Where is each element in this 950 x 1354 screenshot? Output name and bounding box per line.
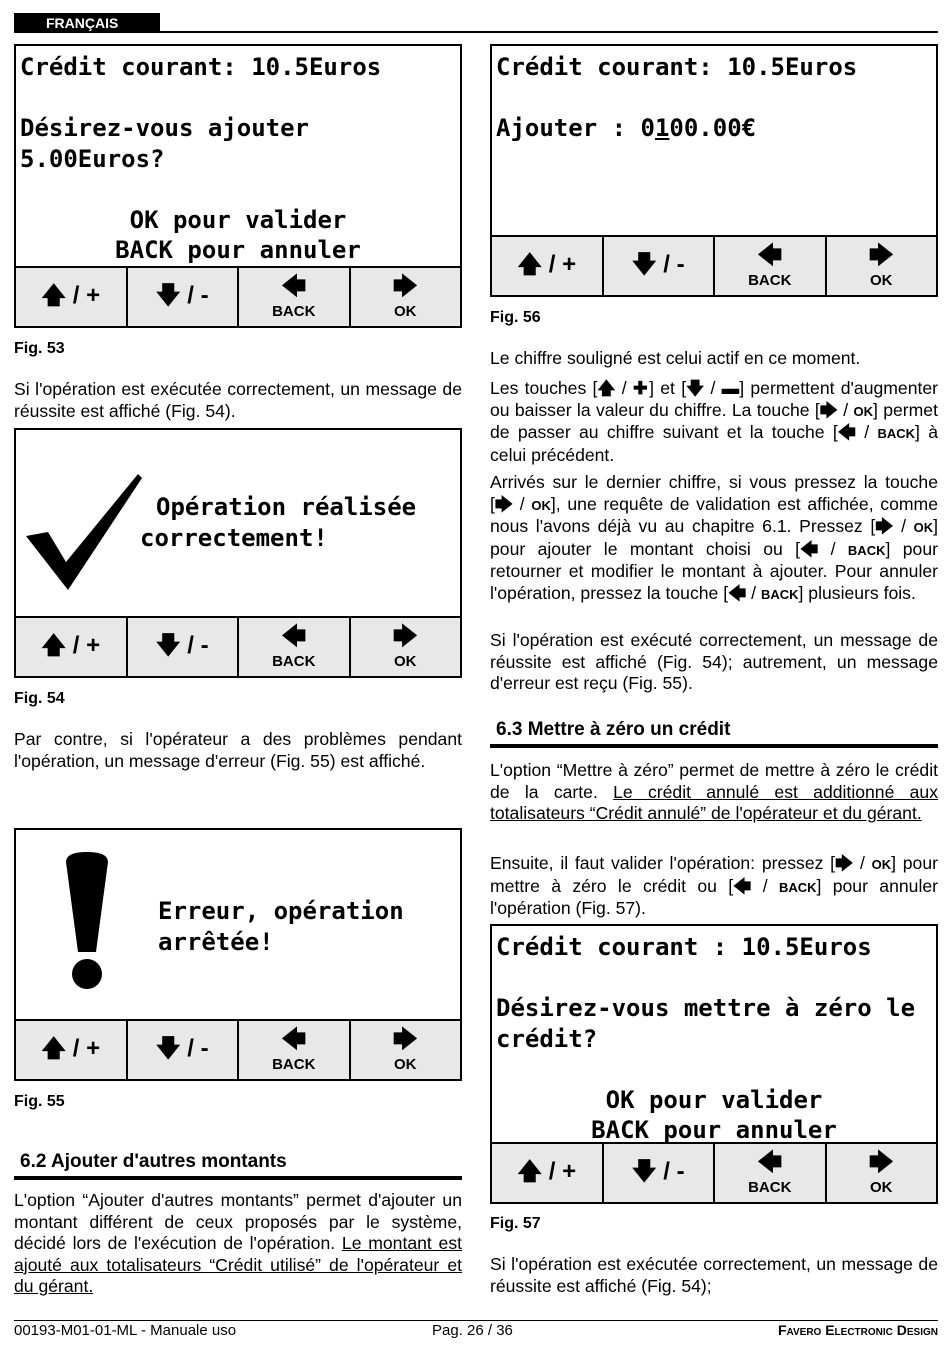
back-key[interactable] [715, 1144, 827, 1202]
text: / [710, 378, 716, 398]
ok-key[interactable] [351, 618, 461, 676]
arrow-left-icon: 🡄 [281, 273, 307, 300]
fig55-line1: Erreur, opération [158, 897, 404, 925]
text: ] et [ [649, 378, 687, 398]
ok-key-label: OK [394, 653, 417, 670]
paragraph: Si l'opération est exécutée correctement, un message de réussite est affiché (Fig. 54); [490, 1254, 938, 1296]
back-key[interactable] [715, 237, 827, 295]
text: ] permet de passer au chiffre suivant et la touche [ [490, 399, 938, 442]
lcd-line: OK pour valider [129, 205, 347, 234]
lcd-line: BACK pour annuler [591, 1116, 837, 1144]
amount-prefix: Ajouter : 0 [496, 114, 655, 142]
paragraph: Si l'opération est exécutée correctement, un message de réussite est affiché (Fig. 54). [14, 379, 462, 421]
fig57-caption: Fig. 57 [490, 1215, 541, 1232]
arrow-left-icon: 🡄 [728, 582, 747, 603]
paragraph: Si l'opération est exécuté correctement, un message de réussite est affiché (Fig. 54); autrement, un message d'erreur est reçu (Fig. 55). [490, 630, 938, 693]
arrow-down-icon: 🡇 [155, 632, 181, 659]
up-key[interactable] [16, 618, 128, 676]
up-key-label: / + [548, 1158, 577, 1185]
fig56-lcd [492, 46, 936, 144]
arrow-right-icon: 🡆 [494, 493, 514, 514]
ok-key-ref: OK [853, 403, 874, 419]
lcd-line: crédit? [496, 1024, 598, 1053]
fig57-screen [490, 924, 938, 1204]
fig54-caption: Fig. 54 [14, 690, 65, 707]
fig55-screen [14, 828, 462, 1081]
text: ] à celui précédent. [490, 422, 939, 465]
ok-key[interactable] [351, 268, 461, 326]
text: L'option “Mettre à zéro” permet de mettre à zéro le crédit de la carte. [490, 760, 938, 802]
footer-brand: Favero Electronic Design [777, 1322, 938, 1338]
back-key[interactable] [239, 618, 351, 676]
back-key[interactable] [239, 268, 351, 326]
lcd-line: Désirez-vous ajouter [20, 114, 309, 142]
section62-text: L'option “Ajouter d'autres montants” permet d'ajouter un montant différent de ceux proposés par le système, décidé lors de l'exécution de l'opération. [14, 1190, 462, 1253]
lcd-line: Crédit courant: 10.5Euros [20, 53, 382, 81]
up-key[interactable] [16, 268, 128, 326]
fig53-screen [14, 44, 462, 328]
arrow-left-icon: 🡄 [281, 1026, 307, 1053]
arrow-down-icon: 🡇 [155, 282, 181, 309]
back-key-label: BACK [748, 272, 792, 289]
fig54-line2: correctement! [140, 524, 328, 552]
back-key-ref: BACK [760, 586, 799, 602]
arrow-right-icon: 🡆 [875, 516, 894, 536]
keypad [16, 616, 460, 676]
arrow-up-icon: 🡅 [517, 251, 543, 278]
arrow-right-icon: 🡆 [868, 242, 894, 269]
arrow-left-icon: 🡄 [837, 422, 856, 442]
ok-key-label: OK [870, 1179, 893, 1196]
lcd-line: Crédit courant: 10.5Euros [496, 53, 858, 81]
back-key-ref: BACK [877, 426, 916, 441]
text: ] pour ajouter le montant choisi ou [ [490, 516, 938, 559]
fig55-caption: Fig. 55 [14, 1093, 65, 1110]
ok-key-ref: OK [913, 520, 934, 535]
exclamation-icon [64, 852, 110, 992]
footer-doc-id: 00193-M01-01-ML - Manuale uso [14, 1322, 237, 1339]
footer-page-number: Pag. 26 / 36 [432, 1322, 513, 1339]
text: ] permettent d'augmenter ou baisser la valeur du chiffre. La touche [ [490, 378, 939, 420]
fig53-caption: Fig. 53 [14, 340, 65, 357]
paragraph: Par contre, si l'opérateur a des problèmes pendant l'opération, un message d'erreur (Fig. 55) est affiché. [14, 729, 462, 771]
down-key-label: / - [187, 1035, 209, 1062]
lcd-line: BACK pour annuler [115, 236, 361, 264]
paragraph [490, 760, 938, 825]
paragraph: Ensuite, il faut valider l'opération: pressez [🡆 / OK] pour mettre à zéro le crédit ou [🡄 / BACK] pour annuler l'opération (Fig. 57). [490, 853, 938, 918]
down-key[interactable] [128, 1021, 240, 1079]
up-key[interactable] [492, 237, 604, 295]
arrow-right-icon: 🡆 [392, 273, 418, 300]
up-key-label: / + [72, 282, 101, 309]
down-key[interactable] [604, 237, 716, 295]
section-6-3-heading: 6.3 Mettre à zéro un crédit [490, 718, 938, 748]
ok-key-label: OK [394, 1056, 417, 1073]
ok-key[interactable] [827, 1144, 937, 1202]
arrow-down-icon: 🡇 [686, 378, 705, 398]
fig56-caption: Fig. 56 [490, 309, 541, 326]
down-key-label: / - [663, 1158, 685, 1185]
fig53-lcd [16, 46, 460, 266]
ok-key[interactable] [827, 237, 937, 295]
down-key-label: / - [187, 632, 209, 659]
arrow-up-icon: 🡅 [41, 282, 67, 309]
lcd-line: Crédit courant : 10.5Euros [496, 933, 872, 961]
back-key-ref: BACK [847, 542, 886, 558]
arrow-left-icon: 🡄 [757, 242, 783, 269]
paragraph: Les touches [🡅 / ✚] et [🡇 / ▬] permettent d'augmenter ou baisser la valeur du chiffre. La touche [🡆 / OK] permet de passer au chiffre suivant et la touche [🡄 / BACK] à celui précédent. [490, 378, 939, 465]
back-key-ref: BACK [778, 879, 817, 895]
text: Les touches [ [490, 378, 598, 398]
up-key-label: / + [72, 632, 101, 659]
fig54-line1: Opération réalisée [156, 493, 417, 521]
keypad [492, 1142, 936, 1202]
arrow-left-icon: 🡄 [757, 1149, 783, 1176]
ok-key-ref: OK [871, 857, 892, 872]
underlined-text: Le crédit annulé est additionné aux totalisateurs “Crédit annulé” de l'opérateur et du gérant. [490, 781, 939, 823]
arrow-down-icon: 🡇 [631, 251, 657, 278]
ok-key-label: OK [870, 272, 893, 289]
up-key-label: / + [548, 251, 577, 278]
fig54-screen [14, 428, 462, 678]
fig57-lcd [492, 926, 936, 1146]
arrow-up-icon: 🡅 [517, 1158, 543, 1185]
keypad [16, 1019, 460, 1079]
down-key-label: / - [187, 282, 209, 309]
active-digit[interactable]: 1 [654, 114, 670, 142]
ok-key-label: OK [394, 303, 417, 320]
left-column [14, 0, 462, 1320]
lcd-line: 5.00Euros? [20, 144, 165, 173]
section-6-2-heading: 6.2 Ajouter d'autres montants [14, 1150, 462, 1180]
text: ] pour annuler l'opération (Fig. 57). [490, 875, 938, 918]
arrow-down-icon: 🡇 [631, 1158, 657, 1185]
text: / [621, 378, 627, 398]
lcd-line [496, 114, 756, 142]
arrow-left-icon: 🡄 [281, 623, 307, 650]
arrow-right-icon: 🡆 [392, 623, 418, 650]
paragraph: Arrivés sur le dernier chiffre, si vous pressez la touche [🡆 / OK], une requête de validation est affichée, comme nous l'avons déjà vu au chapitre 6.1. Pressez [🡆 / OK] pour ajouter le montant choisi ou [🡄 / BACK] pour retourner et modifier le montant à ajouter. Pour annuler l'opération, pressez la touche [🡄 / BACK] plusieurs fois. [490, 472, 938, 603]
keypad [16, 266, 460, 326]
up-key[interactable] [492, 1144, 604, 1202]
arrow-up-icon: 🡅 [597, 378, 616, 398]
back-key[interactable] [239, 1021, 351, 1079]
arrow-right-icon: 🡆 [835, 853, 854, 873]
arrow-right-icon: 🡆 [392, 1026, 418, 1053]
amount-suffix: 00.00€ [669, 114, 757, 142]
arrow-left-icon: 🡄 [733, 875, 752, 896]
paragraph [14, 1190, 462, 1298]
ok-key[interactable] [351, 1021, 461, 1079]
arrow-up-icon: 🡅 [41, 632, 67, 659]
down-key-label: / - [663, 251, 685, 278]
back-key-label: BACK [272, 303, 316, 320]
language-tab: FRANÇAIS [14, 13, 160, 33]
arrow-left-icon: 🡄 [800, 538, 819, 559]
ok-key-ref: OK [531, 497, 551, 513]
text: ] plusieurs fois. [798, 582, 916, 603]
minus-icon: ▬ [721, 378, 740, 398]
text: Ensuite, il faut valider l'opération: pressez [ [490, 853, 836, 873]
up-key[interactable] [16, 1021, 128, 1079]
section62-underlined: Le montant est ajouté aux totalisateurs “Crédit utilisé” de l'opérateur et du gérant. [14, 1233, 463, 1296]
right-column [490, 0, 938, 1320]
text: ] pour mettre à zéro le crédit ou [ [490, 853, 938, 896]
back-key-label: BACK [272, 1056, 316, 1073]
fig55-line2: arrêtée! [158, 928, 274, 956]
down-key[interactable] [128, 618, 240, 676]
fig56-screen [490, 44, 938, 297]
arrow-right-icon: 🡆 [868, 1149, 894, 1176]
paragraph: Le chiffre souligné est celui actif en ce moment. [490, 348, 861, 368]
lcd-line: Désirez-vous mettre à zéro le [496, 994, 916, 1022]
down-key[interactable] [128, 268, 240, 326]
back-key-label: BACK [748, 1179, 792, 1196]
checkmark-icon [26, 474, 144, 594]
lcd-line: OK pour valider [605, 1085, 823, 1114]
keypad [492, 235, 936, 295]
text: ], une requête de validation est affichée, comme nous l'avons déjà vu au chapitre 6.1. Pressez [ [490, 493, 938, 536]
arrow-down-icon: 🡇 [155, 1035, 181, 1062]
back-key-label: BACK [272, 653, 316, 670]
arrow-right-icon: 🡆 [819, 399, 838, 420]
text: Arrivés sur le dernier chiffre, si vous pressez la touche [ [490, 472, 938, 514]
plus-icon: ✚ [632, 378, 650, 398]
up-key-label: / + [72, 1035, 101, 1062]
down-key[interactable] [604, 1144, 716, 1202]
arrow-up-icon: 🡅 [41, 1035, 67, 1062]
text: ] pour retourner et modifier le montant à ajouter. Pour annuler l'opération, pressez la touche [ [490, 538, 938, 603]
footer-rule [14, 1320, 938, 1321]
